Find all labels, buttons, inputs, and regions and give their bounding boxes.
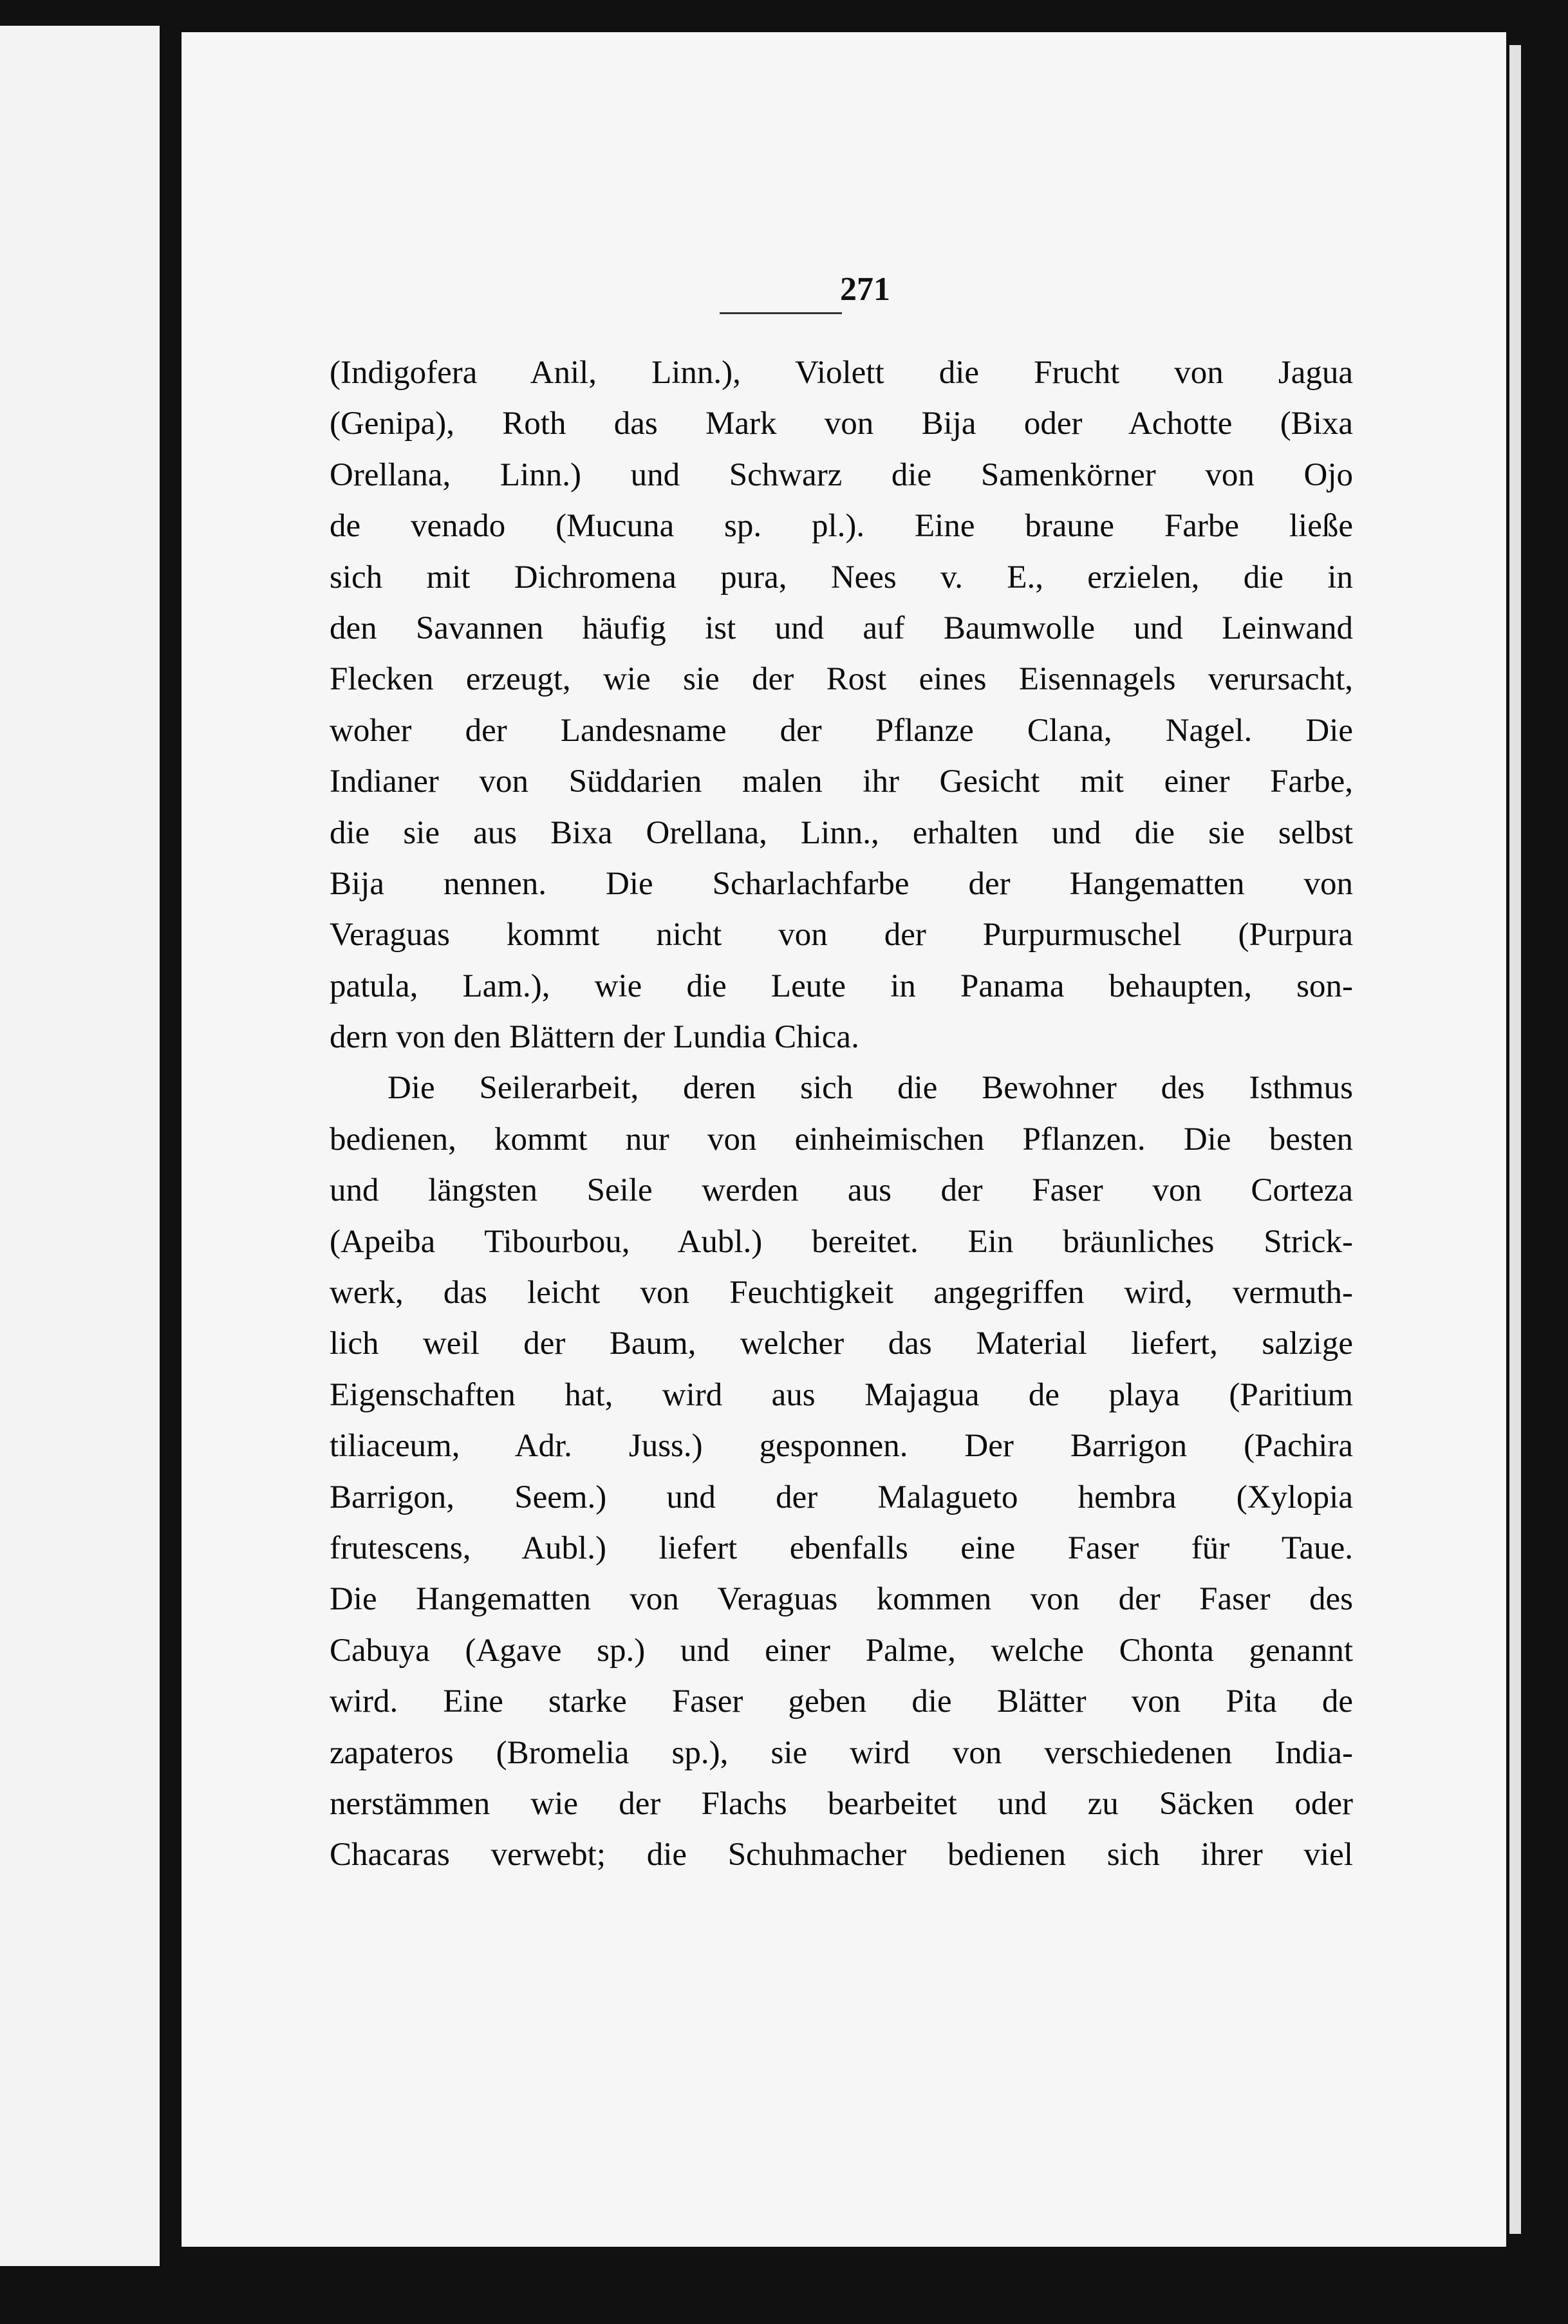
text-line: lich weil der Baum, welcher das Material liefert, salzige bbox=[330, 1326, 1353, 1362]
text-line: Barrigon, Seem.) und der Malagueto hembra (Xylopia bbox=[330, 1479, 1353, 1515]
text-line: (Indigofera Anil, Linn.), Violett die Frucht von Jagua bbox=[330, 355, 1353, 391]
text-line: die sie aus Bixa Orellana, Linn., erhalten und die sie selbst bbox=[330, 814, 1353, 851]
text-line: frutescens, Aubl.) liefert ebenfalls eine Faser für Taue. bbox=[330, 1530, 1353, 1566]
page-number-rule bbox=[720, 312, 842, 314]
body-text bbox=[330, 348, 1353, 1881]
text-line: und längsten Seile werden aus der Faser von Corteza bbox=[330, 1172, 1353, 1209]
book-page bbox=[182, 32, 1506, 2247]
text-line: Die Seilerarbeit, deren sich die Bewohner des Isthmus bbox=[387, 1070, 1353, 1107]
text-line: (Genipa), Roth das Mark von Bija oder Achotte (Bixa bbox=[330, 406, 1353, 442]
page-right-edge bbox=[1509, 45, 1521, 2234]
text-line: Flecken erzeugt, wie sie der Rost eines Eisennagels verursacht, bbox=[330, 661, 1353, 698]
text-line: tiliaceum, Adr. Juss.) gesponnen. Der Barrigon (Pachira bbox=[330, 1428, 1353, 1465]
text-line: de venado (Mucuna sp. pl.). Eine braune Farbe ließe bbox=[330, 508, 1353, 545]
facing-page-edge bbox=[0, 26, 160, 2266]
text-line: patula, Lam.), wie die Leute in Panama behaupten, son- bbox=[330, 968, 1353, 1004]
text-line: Die Hangematten von Veraguas kommen von der Faser des bbox=[330, 1581, 1353, 1618]
text-line: bedienen, kommt nur von einheimischen Pflanzen. Die besten bbox=[330, 1121, 1353, 1157]
text-line: Indianer von Süddarien malen ihr Gesicht mit einer Farbe, bbox=[330, 764, 1353, 800]
text-line: sich mit Dichromena pura, Nees v. E., erzielen, die in bbox=[330, 559, 1353, 595]
text-line: (Apeiba Tibourbou, Aubl.) bereitet. Ein bräunliches Strick- bbox=[330, 1223, 1353, 1260]
page-number: 271 bbox=[840, 271, 890, 308]
paragraph-2 bbox=[330, 1063, 1353, 1880]
text-line: nerstämmen wie der Flachs bearbeitet und zu Säcken oder bbox=[330, 1785, 1353, 1822]
text-line: den Savannen häufig ist und auf Baumwolle und Leinwand bbox=[330, 610, 1353, 646]
text-line: dern von den Blättern der Lundia Chica. bbox=[330, 1019, 859, 1056]
text-line: Veraguas kommt nicht von der Purpurmuschel (Purpura bbox=[330, 917, 1353, 953]
text-line: woher der Landesname der Pflanze Clana, Nagel. Die bbox=[330, 712, 1353, 749]
text-line: werk, das leicht von Feuchtigkeit angegriffen wird, vermuth- bbox=[330, 1275, 1353, 1311]
text-line: Chacaras verwebt; die Schuhmacher bedienen sich ihrer viel bbox=[330, 1837, 1353, 1873]
text-line: zapateros (Bromelia sp.), sie wird von verschiedenen India- bbox=[330, 1734, 1353, 1771]
text-line: Cabuya (Agave sp.) und einer Palme, welche Chonta genannt bbox=[330, 1632, 1353, 1669]
text-line: wird. Eine starke Faser geben die Blätter von Pita de bbox=[330, 1683, 1353, 1720]
paragraph-1 bbox=[330, 348, 1353, 1063]
text-line: Bija nennen. Die Scharlachfarbe der Hangematten von bbox=[330, 865, 1353, 902]
text-line: Orellana, Linn.) und Schwarz die Samenkörner von Ojo bbox=[330, 456, 1353, 493]
text-line: Eigenschaften hat, wird aus Majagua de playa (Paritium bbox=[330, 1376, 1353, 1413]
